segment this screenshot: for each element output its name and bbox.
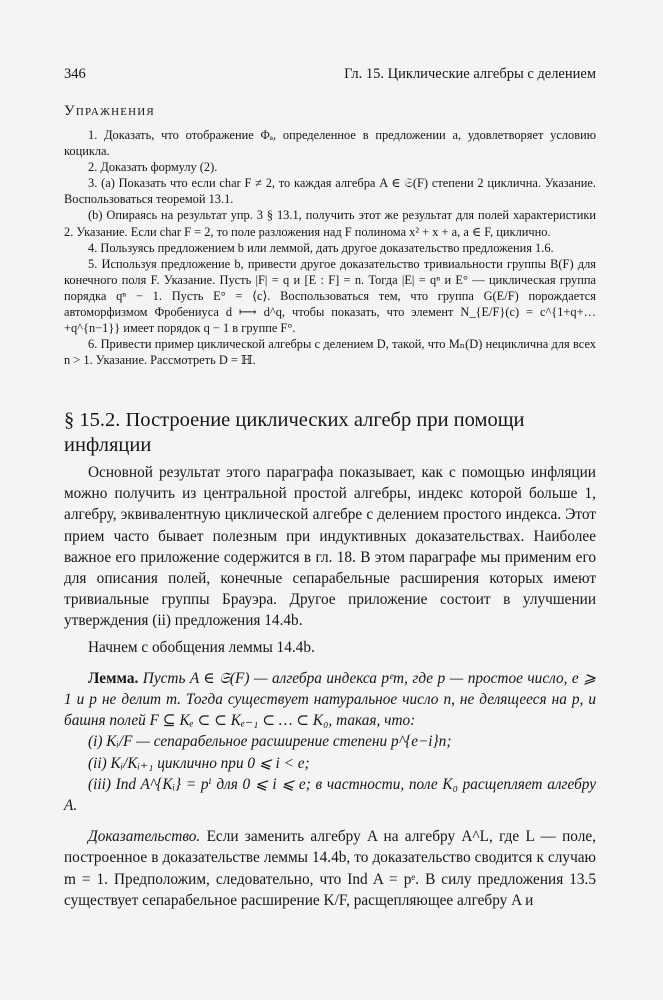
exercises-title: Упражнения	[64, 103, 155, 119]
exercises-list	[64, 127, 596, 368]
proof-paragraph	[64, 826, 596, 911]
proof-label: Доказательство.	[88, 828, 201, 846]
proof-text: Если заменить алгебру A на алгебру A^L, где L — поле, построенное в доказательстве леммы 14.4b, то доказательство сводится к случаю m = 1. Предположим, следовательно, что Ind A = pᵉ. В силу предложения 13.5 существует сепарабельное расширение K/F, расщепляющее алгебру A и	[64, 828, 596, 909]
lemma-item: (ii) Kᵢ/Kᵢ₊₁ циклично при 0 ⩽ i < e;	[88, 754, 310, 772]
lemma-label: Лемма.	[88, 669, 139, 687]
lemma-item: (iii) Ind A^{Kᵢ} = pⁱ для 0 ⩽ i ⩽ e; в частности, поле K₀ расщепляет алгебру A.	[64, 775, 596, 815]
exercise-item: (b) Опираясь на результат упр. 3 § 13.1, получить этот же результат для полей характеристики 2. Указание. Если char F = 2, то поле разложения над F полинома x² + x + a, a ∈ F, циклично.	[64, 208, 596, 239]
section-title: § 15.2. Построение циклических алгебр при помощи инфляции	[64, 409, 525, 456]
exercise-item: 5. Используя предложение b, привести другое доказательство тривиальности группы B(F) для конечного поля F. Указание. Пусть |F| = q и [E : F] = n. Тогда |E| = qⁿ и E° — циклическая группа порядка qⁿ − 1. Пусть E° = ⟨c⟩. Воспользоваться тем, что группа G(E/F) порождается автоморфизмом Фробениуса d ⟼ d^q, чтобы показать, что элемент N_{E/F}(c) = c^{1+q+…+q^{n−1}} имеет порядок q − 1 в группе F°.	[64, 256, 596, 336]
exercise-item: 1. Доказать, что отображение Φₐ, определенное в предложении a, удовлетворяет условию коцикла.	[64, 128, 596, 159]
page-number: 346	[64, 66, 86, 82]
main-text	[64, 462, 596, 911]
page-header	[64, 66, 596, 88]
exercise-item: 3. (a) Показать что если char F ≠ 2, то каждая алгебра A ∈ 𝔖(F) степени 2 циклична. Указание. Воспользоваться теоремой 13.1.	[64, 176, 596, 207]
exercise-item: 2. Доказать формулу (2).	[88, 160, 218, 175]
generalize-paragraph: Начнем с обобщения леммы 14.4b.	[88, 638, 315, 656]
lemma-text: Пусть A ∈ 𝔖(F) — алгебра индекса pᵉm, где p — простое число, e ⩾ 1 и p не делит m. Тогда существует натуральное число n, не делящееся на p, и башня полей F ⊆ Kₑ ⊂ ⊂ Kₑ₋₁ ⊂ … ⊂ K₀, такая, что:	[64, 669, 596, 730]
lemma-item: (i) Kᵢ/F — сепарабельное расширение степени p^{e−i}n;	[88, 733, 452, 751]
exercise-item: 6. Привести пример циклической алгебры с делением D, такой, что Mₙ(D) нециклична для всех n > 1. Указание. Рассмотреть D = ℍ.	[64, 337, 596, 368]
exercise-item: 4. Пользуясь предложением b или леммой, дать другое доказательство предложения 1.6.	[88, 240, 554, 255]
lemma-statement	[64, 668, 596, 732]
intro-paragraph: Основной результат этого параграфа показывает, как с помощью инфляции можно получить из центральной простой алгебры, индекс которой больше 1, алгебру, эквивалентную циклической алгебре с делением простого индекса. Этот прием часто бывает полезным при индуктивных доказательствах. Наиболее важное его приложение содержится в гл. 18. В этом параграфе мы применим его для описания полей, конечные сепарабельные расширения которых имеют тривиальные группы Брауэра. Другое приложение состоит в улучшении утверждения (ii) предложения 14.4b.	[64, 464, 596, 630]
running-title: Гл. 15. Циклические алгебры с делением	[344, 66, 596, 82]
